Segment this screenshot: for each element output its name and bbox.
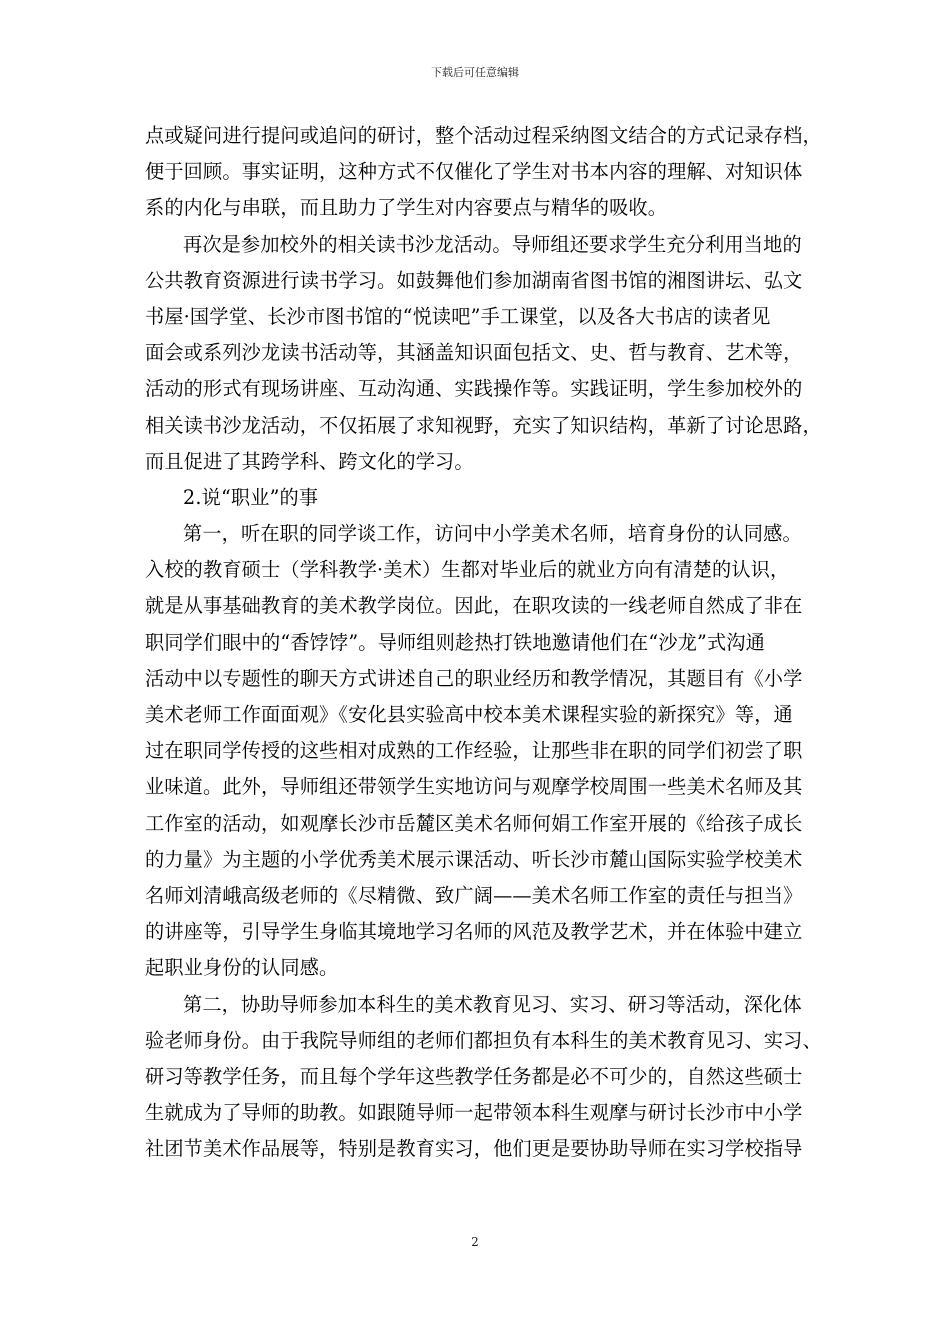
text-line: 便于回顾。事实证明，这种方式不仅催化了学生对书本内容的理解、对知识体 xyxy=(145,160,803,184)
text-line: 公共教育资源进行读书学习。如鼓舞他们参加湖南省图书馆的湘图讲坛、弘文 xyxy=(145,268,803,292)
document-body xyxy=(145,118,822,1167)
text-line: 再次是参加校外的相关读书沙龙活动。导师组还要求学生充分利用当地的 xyxy=(183,232,802,256)
text-line: 职同学们眼中的“香饽饽”。导师组则趁热打铁地邀请他们在“沙龙”式沟通 xyxy=(145,630,765,654)
text-line: 相关读书沙龙活动，不仅拓展了求知视野，充实了知识结构，革新了讨论思路， xyxy=(145,413,822,437)
text-line: 就是从事基础教育的美术教学岗位。因此，在职攻读的一线老师自然成了非在 xyxy=(145,594,803,618)
text-line: 第一，听在职的同学谈工作，访问中小学美术名师，培育身份的认同感。 xyxy=(183,522,802,546)
text-line: 而且促进了其跨学科、跨文化的学习。 xyxy=(145,449,474,473)
page-header: 下载后可任意编辑 xyxy=(431,66,519,79)
text-line: 面会或系列沙龙读书活动等，其涵盖知识面包括文、史、哲与教育、艺术等， xyxy=(145,341,803,365)
text-line: 生就成为了导师的助教。如跟随导师一起带领本科生观摩与研讨长沙市中小学 xyxy=(145,1101,803,1125)
text-line: 第二，协助导师参加本科生的美术教育见习、实习、研习等活动，深化体 xyxy=(183,992,802,1016)
text-line: 业味道。此外，导师组还带领学生实地访问与观摩学校周围一些美术名师及其 xyxy=(145,775,803,799)
text-line: 研习等教学任务，而且每个学年这些教学任务都是必不可少的，自然这些硕士 xyxy=(145,1064,803,1088)
text-line: 书屋·国学堂、长沙市图书馆的“悦读吧”手工课堂，以及各大书店的读者见 xyxy=(145,304,771,328)
text-line: 验老师身份。由于我院导师组的老师们都担负有本科生的美术教育见习、实习、 xyxy=(145,1028,822,1052)
text-line: 系的内化与串联，而且助力了学生对内容要点与精华的吸收。 xyxy=(145,196,668,220)
page-number: 2 xyxy=(471,1235,479,1249)
text-line: 入校的教育硕士（学科教学·美术）生都对毕业后的就业方向有清楚的认识， xyxy=(145,558,790,582)
text-line: 的力量》为主题的小学优秀美术展示课活动、听长沙市麓山国际实验学校美术 xyxy=(145,847,803,871)
text-line: 美术老师工作面面观》《安化县实验高中校本美术课程实验的新探究》等，通 xyxy=(145,703,793,726)
text-line: 名师刘清峨高级老师的《尽精微、致广阔——美术名师工作室的责任与担当》 xyxy=(145,883,803,907)
text-line: 点或疑问进行提问或追问的研讨，整个活动过程采纳图文结合的方式记录存档， xyxy=(145,124,822,147)
text-line: 过在职同学传授的这些相对成熟的工作经验，让那些非在职的同学们初尝了职 xyxy=(145,739,803,763)
text-line: 的讲座等，引导学生身临其境地学习名师的风范及教学艺术，并在体验中建立 xyxy=(145,920,803,944)
text-line: 活动中以专题性的聊天方式讲述自己的职业经历和教学情况，其题目有《小学 xyxy=(145,666,803,690)
text-line: 社团节美术作品展等，特别是教育实习，他们更是要协助导师在实习学校指导 xyxy=(145,1137,803,1161)
text-line: 活动的形式有现场讲座、互动沟通、实践操作等。实践证明，学生参加校外的 xyxy=(145,377,803,401)
text-line: 2.说“职业”的事 xyxy=(183,485,319,509)
text-line: 起职业身份的认同感。 xyxy=(145,956,339,980)
text-line: 工作室的活动，如观摩长沙市岳麓区美术名师何娟工作室开展的《给孩子成长 xyxy=(145,811,803,835)
